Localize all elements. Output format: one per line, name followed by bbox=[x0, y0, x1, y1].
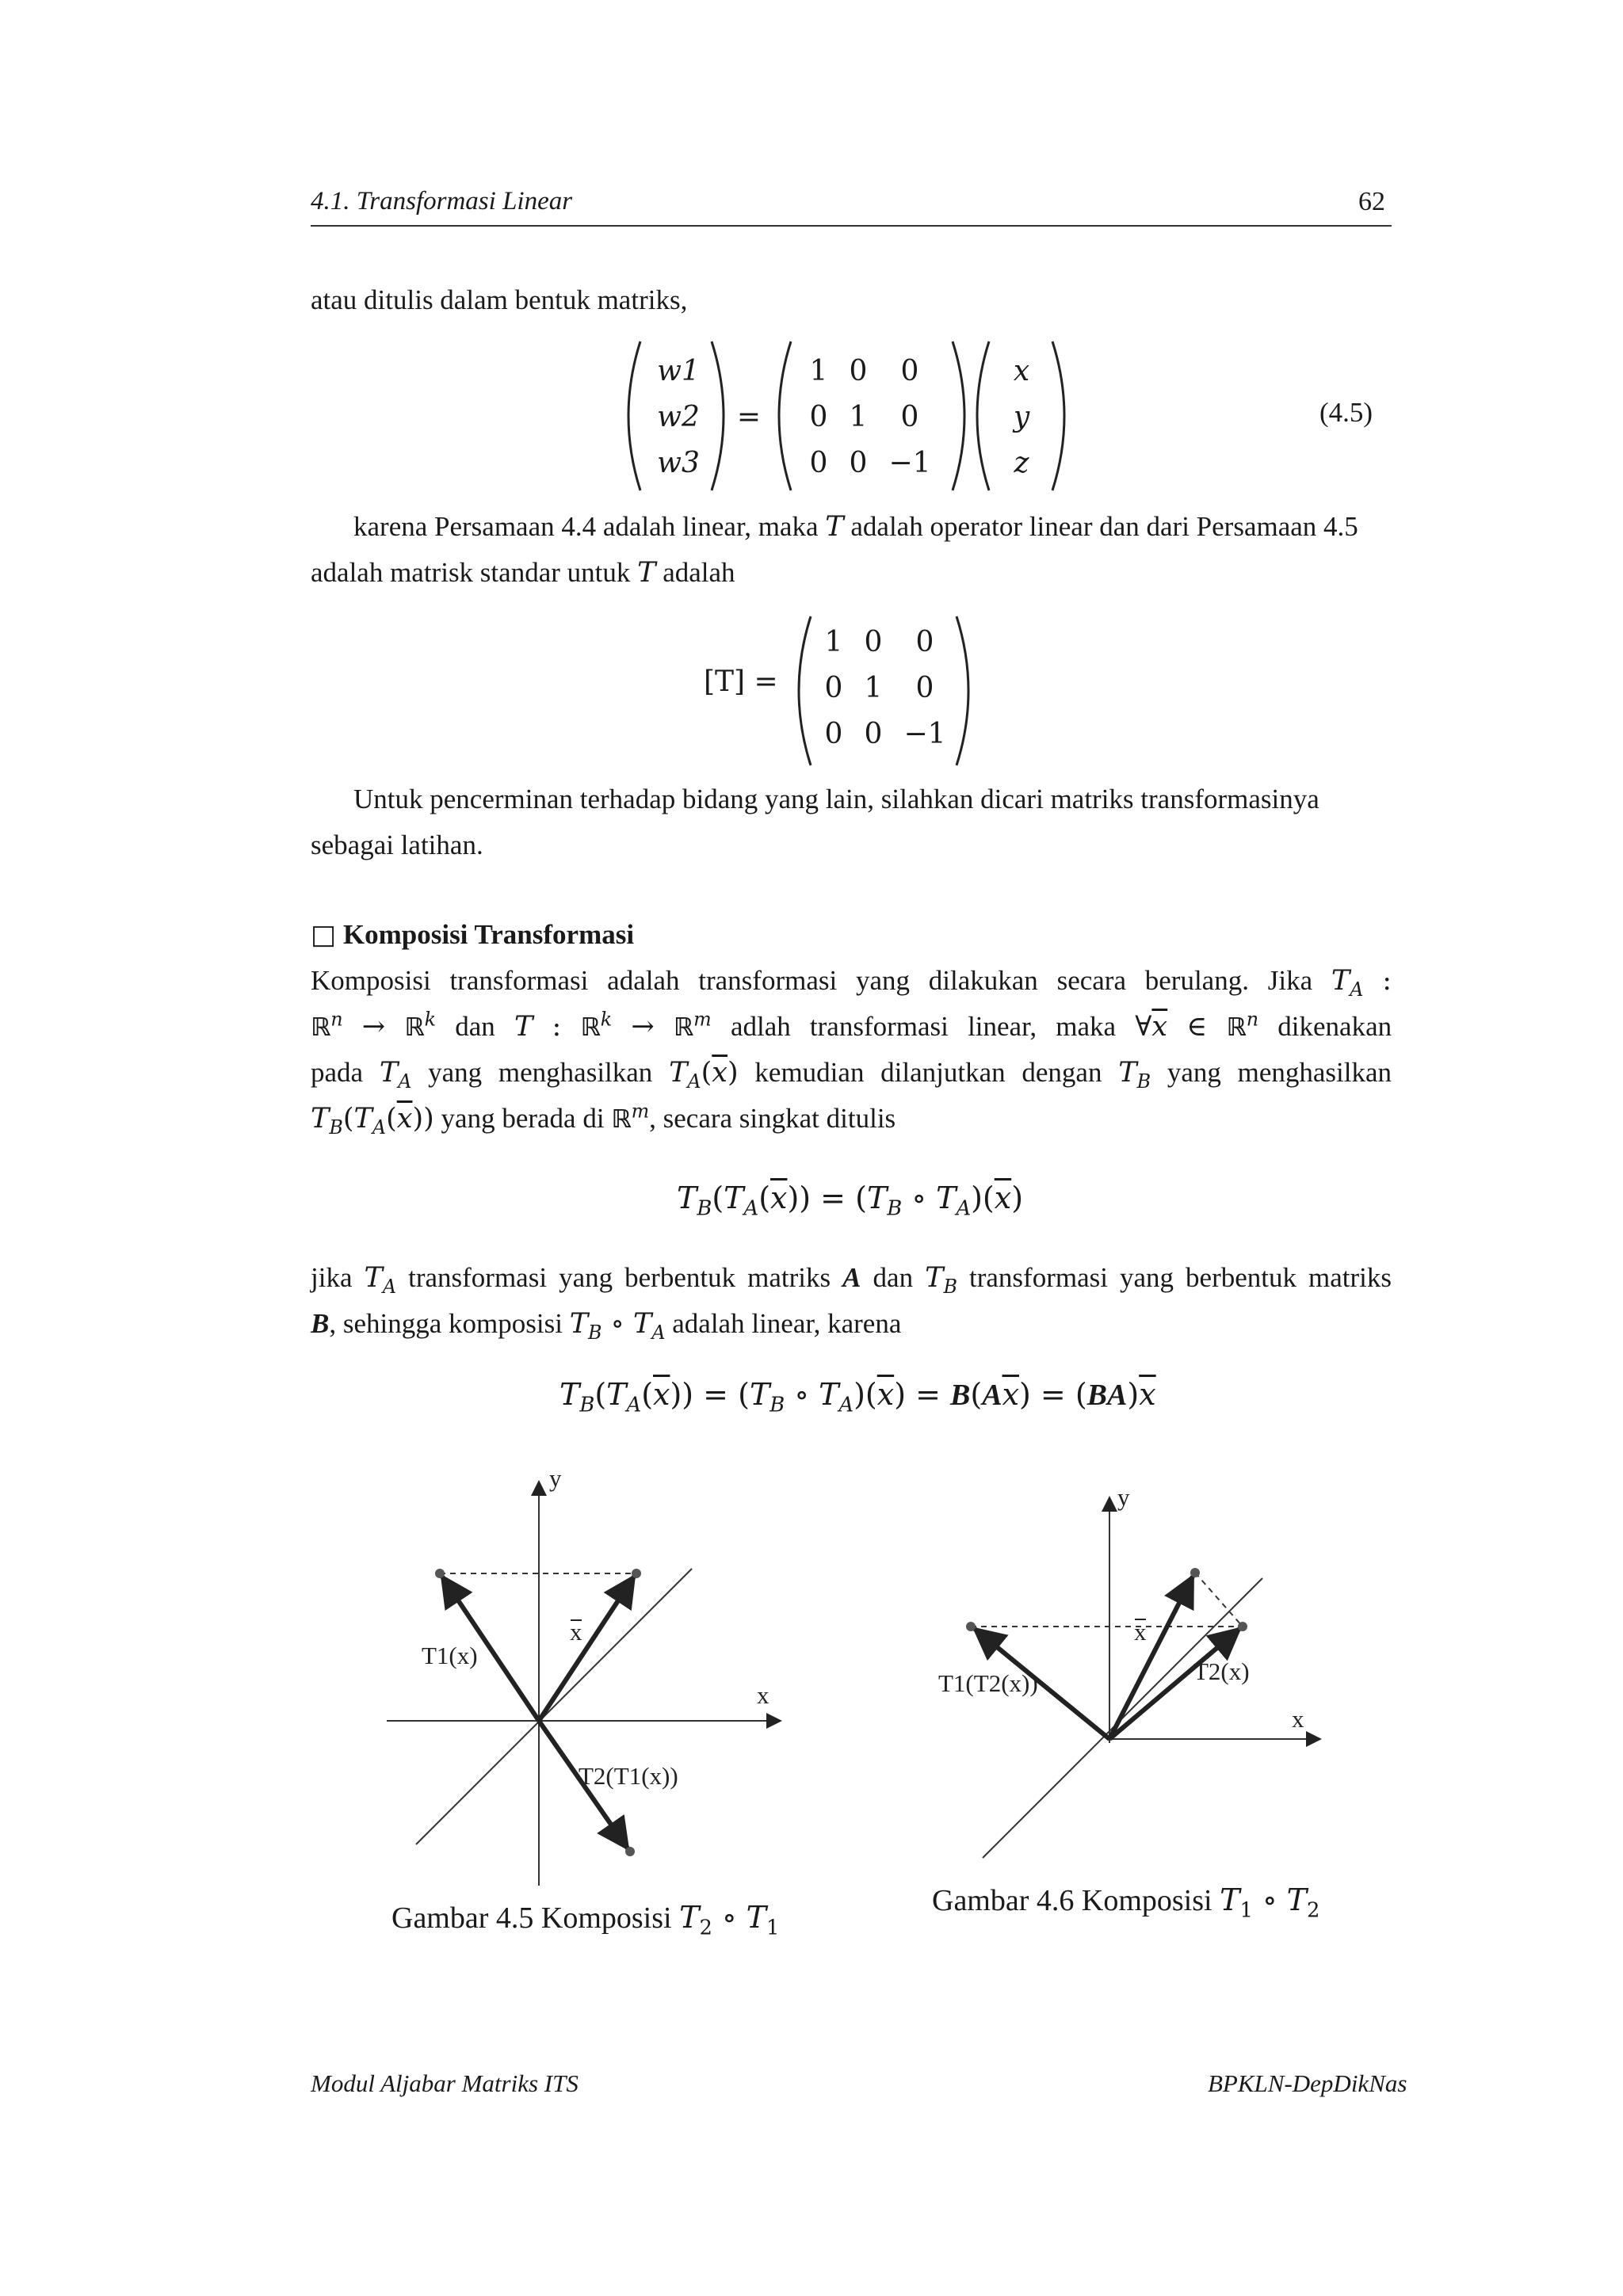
std-matrix-cell: 0 bbox=[864, 718, 883, 750]
footer-right: BPKLN-DepDikNas bbox=[1208, 2069, 1407, 2097]
std-matrix-cell: 1 bbox=[864, 672, 883, 704]
diagonal-line bbox=[416, 1569, 692, 1844]
endpoint-dot bbox=[1190, 1568, 1200, 1577]
x-axis-label: x bbox=[757, 1681, 769, 1709]
std-matrix-cell: 0 bbox=[824, 718, 843, 750]
section-title: Komposisi Transformasi bbox=[342, 919, 635, 950]
paragraph-jika-line1: jika $T_A$ transformasi yang berbentuk matriks A dan $T_B$ transformasi yang berbentuk matriks bbox=[311, 1262, 1392, 1298]
endpoint-dot bbox=[625, 1847, 635, 1856]
y-axis-label: y bbox=[1117, 1483, 1130, 1511]
eq-matrix-cell: 0 bbox=[849, 355, 868, 387]
paragraph-komposisi-line3: pada $T_A$ yang menghasilkan $T_A(\overline{x})$ kemudian dilanjutkan dengan $T_B$ yang menghasilkan bbox=[311, 1057, 1392, 1093]
endpoint-dot bbox=[1238, 1622, 1247, 1631]
paragraph-pencerminan-line2: sebagai latihan. bbox=[311, 830, 483, 860]
std-matrix-cell: 0 bbox=[915, 672, 934, 704]
eq-matrix-cell: 1 bbox=[849, 401, 868, 433]
endpoint-dot bbox=[966, 1622, 976, 1631]
equation-number: (4.5) bbox=[1319, 397, 1373, 428]
figure-4-5 bbox=[372, 1458, 800, 1886]
checkbox-icon: □ bbox=[311, 919, 337, 951]
vector-x-label: x bbox=[570, 1618, 582, 1646]
vector-x bbox=[539, 1577, 634, 1721]
formula-composition: $T_B(T_A(\overline{x})) = (T_B$ ∘ $T_A)(\overline{x})$ bbox=[677, 1180, 1024, 1221]
standard-matrix-label: [T] = bbox=[704, 666, 778, 698]
endpoint-dot bbox=[435, 1569, 445, 1578]
paragraph-komposisi-line4: $T_B(T_A(\overline{x}))$ yang berada di ℝ$^m$, secara singkat ditulis bbox=[311, 1100, 896, 1138]
eq-matrix-cell: 0 bbox=[900, 401, 919, 433]
figure-4-5-caption: Gambar 4.5 Komposisi $T_2$ ∘ $T_1$ bbox=[391, 1900, 780, 1940]
eq-rhs-y: y bbox=[1013, 401, 1030, 433]
dashed-reflection-line bbox=[1195, 1573, 1243, 1627]
eq-rhs-x: x bbox=[1013, 355, 1030, 387]
std-matrix-cell: 1 bbox=[824, 626, 843, 658]
eq-lhs-w3: w3 bbox=[657, 447, 700, 479]
std-matrix-cell: 0 bbox=[915, 626, 934, 658]
eq-lhs-w2: w2 bbox=[657, 401, 700, 433]
running-header-page-number: 62 bbox=[1358, 187, 1385, 216]
paragraph-pencerminan-line1: Untuk pencerminan terhadap bidang yang lain, silahkan dicari matriks transformasinya bbox=[353, 784, 1319, 814]
eq-matrix-cell: 1 bbox=[809, 355, 828, 387]
paragraph-jika-line2: B, sehingga komposisi $T_B$ ∘ $T_A$ adalah linear, karena bbox=[311, 1308, 902, 1344]
std-matrix-cell: 0 bbox=[824, 672, 843, 704]
std-matrix-cell: 0 bbox=[864, 626, 883, 658]
eq-matrix-cell: −1 bbox=[888, 447, 931, 479]
eq-equals: = bbox=[736, 401, 762, 433]
eq-matrix-cell: 0 bbox=[900, 355, 919, 387]
t1-label: T1(x) bbox=[422, 1642, 478, 1669]
eq-matrix-cell: 0 bbox=[809, 447, 828, 479]
figure-4-6-caption: Gambar 4.6 Komposisi $T_1$ ∘ $T_2$ bbox=[932, 1882, 1320, 1923]
std-matrix-cell: −1 bbox=[903, 718, 946, 750]
section-heading bbox=[311, 912, 634, 958]
paragraph-karena-line2: adalah matrisk standar untuk T adalah bbox=[311, 557, 735, 589]
header-rule bbox=[311, 225, 1392, 227]
paragraph-komposisi-line1: Komposisi transformasi adalah transformasi yang dilakukan secara berulang. Jika $T_A$ : bbox=[311, 965, 1392, 1001]
intro-text: atau ditulis dalam bentuk matriks, bbox=[311, 284, 688, 315]
figure-4-6 bbox=[927, 1482, 1339, 1870]
footer-left: Modul Aljabar Matriks ITS bbox=[311, 2069, 579, 2097]
t1t2-label: T1(T2(x)) bbox=[938, 1669, 1038, 1697]
t2-label: T2(x) bbox=[1193, 1657, 1250, 1685]
formula-matrix-composition: $T_B(T_A(\overline{x})) = (T_B$ ∘ $T_A)(\overline{x}) = B(A\overline{x}) = (BA)\overline{x}$ bbox=[559, 1377, 1156, 1417]
t2t1-label: T2(T1(x)) bbox=[579, 1762, 678, 1790]
paragraph-karena-line1: karena Persamaan 4.4 adalah linear, maka T adalah operator linear dan dari Persamaan 4.5 bbox=[353, 511, 1358, 543]
vector-x bbox=[1109, 1577, 1193, 1739]
paragraph-komposisi-line2: ℝ$^n$ → ℝ$^k$ dan T : ℝ$^k$ → ℝ$^m$ adlah transformasi linear, maka $\forall\overline{x}$ ∈ ℝ$^n$ dikenakan bbox=[311, 1008, 1392, 1043]
x-axis-label: x bbox=[1292, 1705, 1304, 1733]
vector-x-label: x bbox=[1134, 1618, 1147, 1646]
y-axis-label: y bbox=[549, 1464, 562, 1492]
eq-rhs-z: z bbox=[1014, 447, 1029, 479]
endpoint-dot bbox=[632, 1569, 641, 1578]
eq-matrix-cell: 0 bbox=[849, 447, 868, 479]
running-header-section: 4.1. Transformasi Linear bbox=[311, 187, 573, 215]
eq-lhs-w1: w1 bbox=[657, 355, 700, 387]
eq-matrix-cell: 0 bbox=[809, 401, 828, 433]
